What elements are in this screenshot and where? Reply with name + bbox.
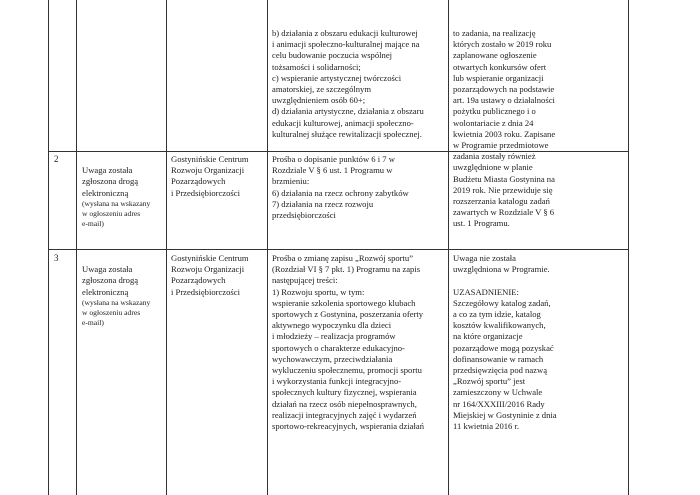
row-2-submitter: Gostynińskie Centrum Rozwoju Organizacji Pozarządowych i Przedsiębiorczości <box>171 154 249 198</box>
top-row-response: to zadania, na realizację których zostało w 2019 roku zaplanowane ogłoszenie otwartych konkursów ofert lub wspieranie organizacji pozarządowych na podstawie art. 19a ustawy o działalności pożytku publicznego i o wolontariacie z dnia 24 kwietnia 2003 roku. Zapisane w Programie przedmiotowe zadania zostały również uwzględnione w planie Budżetu Miasta Gostynina na 2019 rok. Nie przewiduje się rozszerzania katalogu zadań zawartych w Rozdziale V § 6 ust. 1 Programu. <box>453 28 556 229</box>
table-border-col4 <box>448 0 449 495</box>
row-divider-middle <box>48 249 629 250</box>
row-2-number: 2 <box>54 154 59 164</box>
row-3-proposal: Prośba o zmianę zapisu „Rozwój sportu” (Rozdział VI § 7 pkt. 1) Programu na zapis następującej treści: 1) Rozwoju sportu, w tym: wspieranie szkolenia sportowego klubach sportowych z Gostynina, poszerzania oferty aktywnego wypoczynku dla dzieci i młodzieży – realizacja programów sportowych o charakterze edukacyjno- wychowawczym, przeciwdziałania wykluczeniu społecznemu, promocji sportu i wykorzystania funkcji integracyjno- społecznych kultury fizycznej, wspierania działań na rzecz osób niepełnosprawnych, realizacji integracyjnych zajęć i wydarzeń sportowo-rekreacyjnych, wspierania działań <box>272 253 424 432</box>
row-3-contact-note: (wysłana na wskazany w ogłoszeniu adres e-mail) <box>82 297 151 327</box>
row-3-number: 3 <box>54 253 59 263</box>
row-2-contact <box>82 154 166 240</box>
row-3-contact <box>82 253 166 339</box>
table-border-col1 <box>76 0 77 495</box>
table-border-col3 <box>267 0 268 495</box>
table-border-col2 <box>166 0 167 495</box>
table-border-right <box>628 0 629 495</box>
row-3-submitter: Gostynińskie Centrum Rozwoju Organizacji Pozarządowych i Przedsiębiorczości <box>171 253 249 297</box>
row-2-contact-note: (wysłana na wskazany w ogłoszeniu adres e-mail) <box>82 198 151 228</box>
row-3-response: Uwaga nie została uwzględniona w Programie. UZASADNIENIE: Szczegółowy katalog zadań, a co za tym idzie, katalog kosztów kwalifikowanych, na które organizacje pozarządowe mogą pozyskać dofinansowanie w ramach przedsięwzięcia pod nazwą „Rozwój sportu” jest zamieszczony w Uchwale nr 164/XXXIII/2016 Rady Miejskiej w Gostyninie z dnia 11 kwietnia 2016 r. <box>453 253 557 432</box>
row-2-proposal: Prośba o dopisanie punktów 6 i 7 w Rozdziale V § 6 ust. 1 Programu w brzmieniu: 6) działania na rzecz ochrony zabytków 7) działania na rzecz rozwoju przedsiębiorczości <box>272 154 409 221</box>
table-border-left <box>48 0 49 495</box>
row-2-contact-main: Uwaga została zgłoszona drogą elektroniczną <box>82 165 139 198</box>
row-3-contact-main: Uwaga została zgłoszona drogą elektroniczną <box>82 264 139 297</box>
top-row-proposal: b) działania z obszaru edukacji kulturowej i animacji społeczno-kulturalnej mające na celu budowanie poczucia wspólnej tożsamości i solidarności; c) wspieranie artystycznej twórczości amatorskiej, ze szczególnym uwzględnieniem osób 60+; d) działania artystyczne, działania z obszaru edukacji kulturowej, animacji społeczno- kulturalnej służące rewitalizacji społecznej. <box>272 28 424 139</box>
